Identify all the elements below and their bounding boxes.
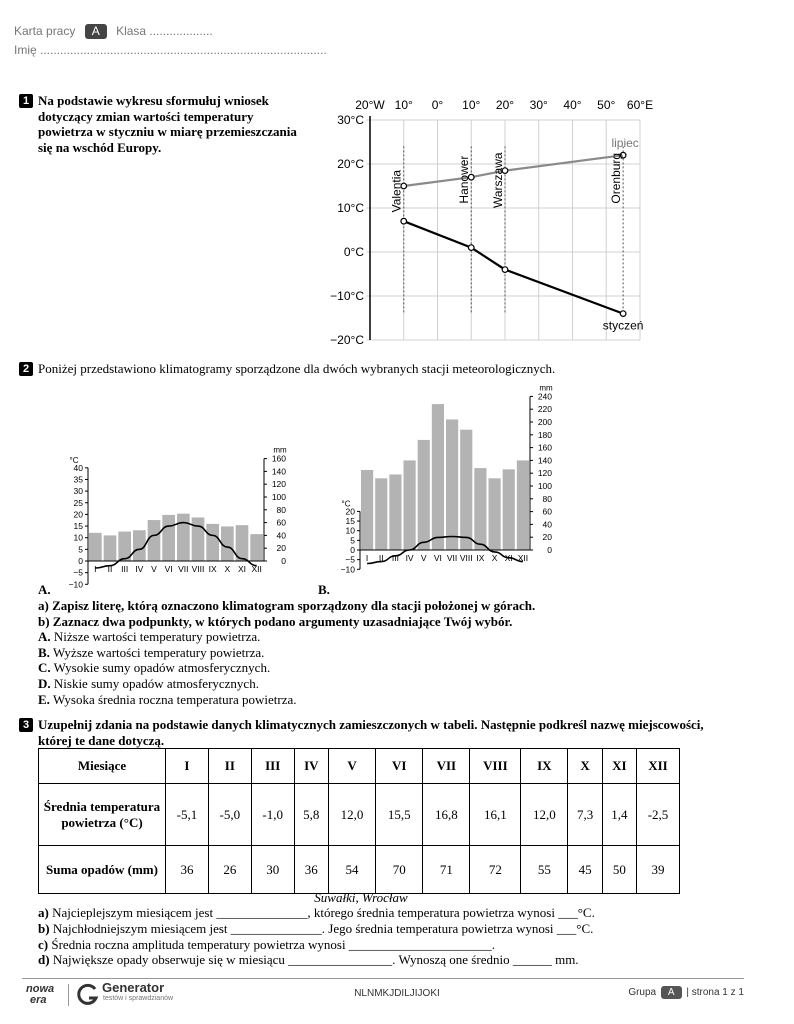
month-label: III — [121, 564, 129, 574]
x-tick-label: 50° — [597, 98, 616, 112]
month-label: I — [365, 553, 369, 563]
x-tick-label: 0° — [431, 98, 444, 112]
month-label: IX — [208, 564, 217, 574]
precip-tick-label: 0 — [547, 545, 552, 555]
precip-tick-label: 160 — [537, 442, 552, 453]
temperature-line-chart — [310, 92, 690, 350]
y-tick-label: 10°C — [337, 201, 364, 215]
precip-bar — [503, 469, 515, 550]
temp-tick-label: −10 — [340, 564, 355, 575]
precip-tick-label: 40 — [276, 530, 286, 541]
precip-tick-label: 140 — [271, 466, 286, 477]
precip-cell: 71 — [423, 846, 470, 894]
month-cell: I — [166, 749, 209, 784]
precip-tick-label: 100 — [537, 481, 552, 491]
precip-cell: 50 — [602, 846, 636, 894]
temp-tick-label: 15 — [345, 516, 355, 527]
precip-axis-unit: mm — [539, 383, 553, 393]
month-label: X — [224, 564, 231, 574]
precip-tick-label: 120 — [271, 479, 286, 490]
temp-cell: 1,4 — [602, 784, 636, 846]
precip-bar — [375, 478, 387, 550]
temp-cell: 15,5 — [376, 784, 423, 846]
generator-title: Generator — [102, 980, 165, 995]
precip-tick-label: 80 — [542, 493, 552, 504]
question-2-task-b: b) Zaznacz dwa podpunkty, w których podano argumenty uzasadniające Twój wybór. — [38, 614, 513, 629]
precip-cell: 45 — [568, 846, 602, 894]
temp-tick-label: 30 — [73, 486, 83, 497]
precip-bar — [148, 520, 161, 561]
question-2-intro: Poniżej przedstawiono klimatogramy sporządzone dla dwóch wybranych stacji meteorologicznych. — [38, 361, 556, 376]
data-point — [502, 267, 508, 273]
month-label: IX — [476, 553, 485, 563]
month-label: II — [107, 564, 113, 574]
sentence-b: b) Najchłodniejszym miesiącem jest ______________. Jego średnia temperatura powietrza wynosi ___°C. — [38, 921, 594, 936]
option-b[interactable]: B. Wyższe wartości temperatury powietrza. — [38, 645, 265, 660]
footer-divider — [22, 978, 744, 979]
temp-tick-label: −10 — [68, 579, 83, 590]
month-label: XII — [251, 564, 262, 574]
precip-bar — [89, 533, 102, 561]
temp-cell: 16,8 — [423, 784, 470, 846]
month-label: VIII — [191, 564, 205, 574]
precip-cell: 70 — [376, 846, 423, 894]
temp-tick-label: −5 — [345, 554, 355, 565]
temp-tick-label: 5 — [78, 544, 83, 555]
option-c[interactable]: C. Wysokie sumy opadów atmosferycznych. — [38, 660, 271, 675]
precip-tick-label: 60 — [542, 506, 552, 517]
temp-cell: -1,0 — [251, 784, 294, 846]
precip-tick-label: 20 — [542, 532, 552, 543]
temp-axis-unit: °C — [69, 455, 79, 465]
month-cell: IX — [521, 749, 568, 784]
data-point — [620, 311, 626, 317]
temp-cell: -5,0 — [208, 784, 251, 846]
question-number-2: 2 — [19, 362, 33, 376]
x-tick-label: 20°W — [355, 98, 385, 112]
precip-bar — [192, 517, 205, 561]
month-label: VI — [433, 553, 442, 563]
precip-bar — [361, 470, 373, 550]
precip-bar — [221, 526, 234, 561]
precip-tick-label: 160 — [271, 453, 286, 464]
climate-table — [38, 748, 680, 894]
question-number-1: 1 — [19, 94, 33, 108]
x-tick-label: 60°E — [626, 98, 654, 112]
temp-cell: 5,8 — [294, 784, 328, 846]
y-tick-label: −20°C — [330, 333, 364, 347]
sentence-a: a) Najcieplejszym miesiącem jest ______________, którego średnia temperatura powietrza wynosi ___°C. — [38, 905, 595, 920]
month-label: V — [420, 553, 427, 563]
precip-tick-label: 80 — [276, 504, 286, 515]
test-code: NLNMKJDILJIJOKI — [354, 988, 440, 999]
month-label: IV — [135, 564, 144, 574]
table-header-row — [39, 749, 680, 784]
sentence-c: c) Średnia roczna amplituda temperatury powietrza wynosi ______________________. — [38, 937, 496, 952]
data-point — [401, 218, 407, 224]
month-header: Miesiące — [39, 749, 166, 784]
x-tick-label: 10° — [394, 98, 413, 112]
precip-cell: 39 — [636, 846, 679, 894]
month-label: V — [151, 564, 157, 574]
temp-tick-label: 10 — [73, 532, 83, 543]
table-row — [39, 846, 680, 894]
precip-tick-label: 0 — [281, 556, 286, 566]
precip-cell: 26 — [208, 846, 251, 894]
precip-bar — [206, 524, 219, 561]
temp-tick-label: 0 — [350, 545, 355, 555]
temp-tick-label: 0 — [78, 556, 83, 566]
temp-tick-label: 15 — [73, 521, 83, 532]
precip-bar — [474, 468, 486, 550]
station-label: Hanower — [457, 155, 472, 204]
temp-tick-label: 40 — [73, 462, 83, 473]
month-label: VII — [178, 564, 189, 574]
option-a[interactable]: A. Niższe wartości temperatury powietrza. — [38, 629, 261, 644]
station-label: Orenburg — [609, 152, 624, 204]
temp-tick-label: 20 — [345, 506, 355, 517]
variant-badge: A — [85, 24, 107, 39]
climatogram-letter: B. — [318, 582, 330, 597]
month-cell: VII — [423, 749, 470, 784]
temp-cell: -5,1 — [166, 784, 209, 846]
x-tick-label: 40° — [563, 98, 582, 112]
month-cell: II — [208, 749, 251, 784]
sentence-d: d) Największe opady obserwuje się w miesiącu ________________. Wynoszą one średnio ______ mm. — [38, 952, 579, 967]
generator-subtitle: testów i sprawdzianów — [103, 995, 174, 1002]
temp-tick-label: 25 — [73, 497, 83, 508]
precip-tick-label: 100 — [271, 492, 286, 502]
precip-tick-label: 180 — [537, 429, 552, 440]
precip-tick-label: 200 — [537, 417, 552, 427]
precip-tick-label: 240 — [537, 391, 552, 402]
series-line-lipiec — [404, 155, 623, 186]
question-number-3: 3 — [19, 718, 33, 732]
temp-cell: 16,1 — [470, 784, 521, 846]
temp-tick-label: −5 — [73, 567, 83, 578]
precip-bar — [104, 535, 117, 561]
station-label: Valentia — [389, 169, 404, 213]
month-label: III — [391, 553, 399, 563]
option-e[interactable]: E. Wysoka średnia roczna temperatura powietrza. — [38, 692, 297, 707]
month-cell: XII — [636, 749, 679, 784]
precip-bar — [162, 515, 175, 561]
month-cell: XI — [602, 749, 636, 784]
series-line-styczeń — [404, 221, 623, 313]
x-tick-label: 10° — [462, 98, 481, 112]
places-options[interactable]: Suwałki, Wrocław — [314, 890, 408, 905]
group-badge: A — [661, 986, 682, 999]
question-1-text: Na podstawie wykresu sformułuj wniosek dotyczący zmian wartości temperatury powietrza w styczniu w miarę przemieszczania się na wschód Europy. — [38, 93, 297, 155]
series-label-january: styczeń — [602, 318, 644, 333]
month-cell: X — [568, 749, 602, 784]
temp-cell: 12,0 — [521, 784, 568, 846]
option-d[interactable]: D. Niskie sumy opadów atmosferycznych. — [38, 676, 259, 691]
month-label: VIII — [459, 553, 473, 563]
temp-tick-label: 10 — [345, 525, 355, 536]
month-cell: VIII — [470, 749, 521, 784]
precip-bar — [418, 440, 430, 550]
class-field: Klasa ................... — [116, 24, 213, 38]
question-2-task-a: a) Zapisz literę, którą oznaczono klimatogram sporządzony dla stacji położonej w górach. — [38, 598, 536, 613]
temp-cell: -2,5 — [636, 784, 679, 846]
precip-tick-label: 40 — [542, 519, 552, 530]
temp-axis-unit: °C — [341, 499, 351, 509]
precip-bar — [489, 478, 501, 550]
station-label: Warszawa — [491, 152, 505, 208]
y-tick-label: 30°C — [337, 113, 364, 127]
month-label: IV — [405, 553, 414, 563]
temp-cell: 12,0 — [328, 784, 375, 846]
month-label: XI — [237, 564, 247, 574]
precip-cell: 36 — [166, 846, 209, 894]
precip-tick-label: 120 — [537, 468, 552, 479]
precip-bar — [517, 460, 529, 550]
precip-bar — [404, 460, 416, 550]
month-label: VI — [164, 564, 173, 574]
worksheet-label: Karta pracy — [14, 24, 76, 38]
precip-bar — [389, 474, 401, 550]
precip-cell: 54 — [328, 846, 375, 894]
precip-label: Suma opadów (mm) — [39, 846, 166, 894]
precip-cell: 30 — [251, 846, 294, 894]
precip-tick-label: 140 — [537, 455, 552, 466]
x-tick-label: 30° — [529, 98, 548, 112]
month-label: II — [378, 553, 384, 563]
month-cell: IV — [294, 749, 328, 784]
precip-tick-label: 220 — [537, 404, 552, 415]
question-3-text: Uzupełnij zdania na podstawie danych klimatycznych zamieszczonych w tabeli. Następnie podkreśl nazwę miejscowości, której te dane dotyczą. — [38, 717, 704, 748]
month-cell: VI — [376, 749, 423, 784]
series-label-july: lipiec — [611, 136, 639, 151]
precip-axis-unit: mm — [273, 445, 287, 455]
month-cell: III — [251, 749, 294, 784]
x-tick-label: 20° — [495, 98, 515, 112]
temp-label: Średnia temperatura powietrza (°C) — [39, 784, 166, 846]
y-tick-label: −10°C — [330, 289, 364, 303]
y-tick-label: 20°C — [337, 157, 364, 171]
worksheet-header — [14, 24, 213, 39]
month-label: X — [491, 553, 498, 563]
temp-tick-label: 5 — [350, 535, 355, 546]
table-row — [39, 784, 680, 846]
temp-cell: 7,3 — [568, 784, 602, 846]
precip-cell: 55 — [521, 846, 568, 894]
precip-bar — [460, 430, 472, 550]
temp-tick-label: 20 — [73, 509, 83, 520]
precip-bar — [177, 514, 190, 561]
month-cell: V — [328, 749, 375, 784]
precip-tick-label: 20 — [276, 543, 286, 554]
page-footer — [0, 972, 768, 1024]
month-label: XII — [517, 553, 529, 563]
data-point — [468, 245, 474, 251]
temp-tick-label: 35 — [73, 474, 83, 485]
precip-bar — [250, 534, 263, 561]
month-label: I — [94, 564, 97, 574]
precip-cell: 72 — [470, 846, 521, 894]
climatogram-a — [40, 428, 300, 598]
name-field: Imię ...................................................................................... — [14, 43, 327, 57]
y-tick-label: 0°C — [343, 245, 364, 259]
precip-bar — [446, 419, 458, 550]
month-label: XI — [504, 553, 513, 563]
nowa-era-logo: nowa era — [26, 983, 55, 1006]
page-info: Grupa A | strona 1 z 1 — [628, 987, 744, 998]
precip-tick-label: 60 — [276, 517, 286, 528]
month-label: VII — [446, 553, 458, 563]
precip-cell: 36 — [294, 846, 328, 894]
climatogram-b — [312, 380, 553, 598]
climatogram-letter: A. — [38, 582, 51, 597]
precip-bar — [432, 404, 444, 550]
